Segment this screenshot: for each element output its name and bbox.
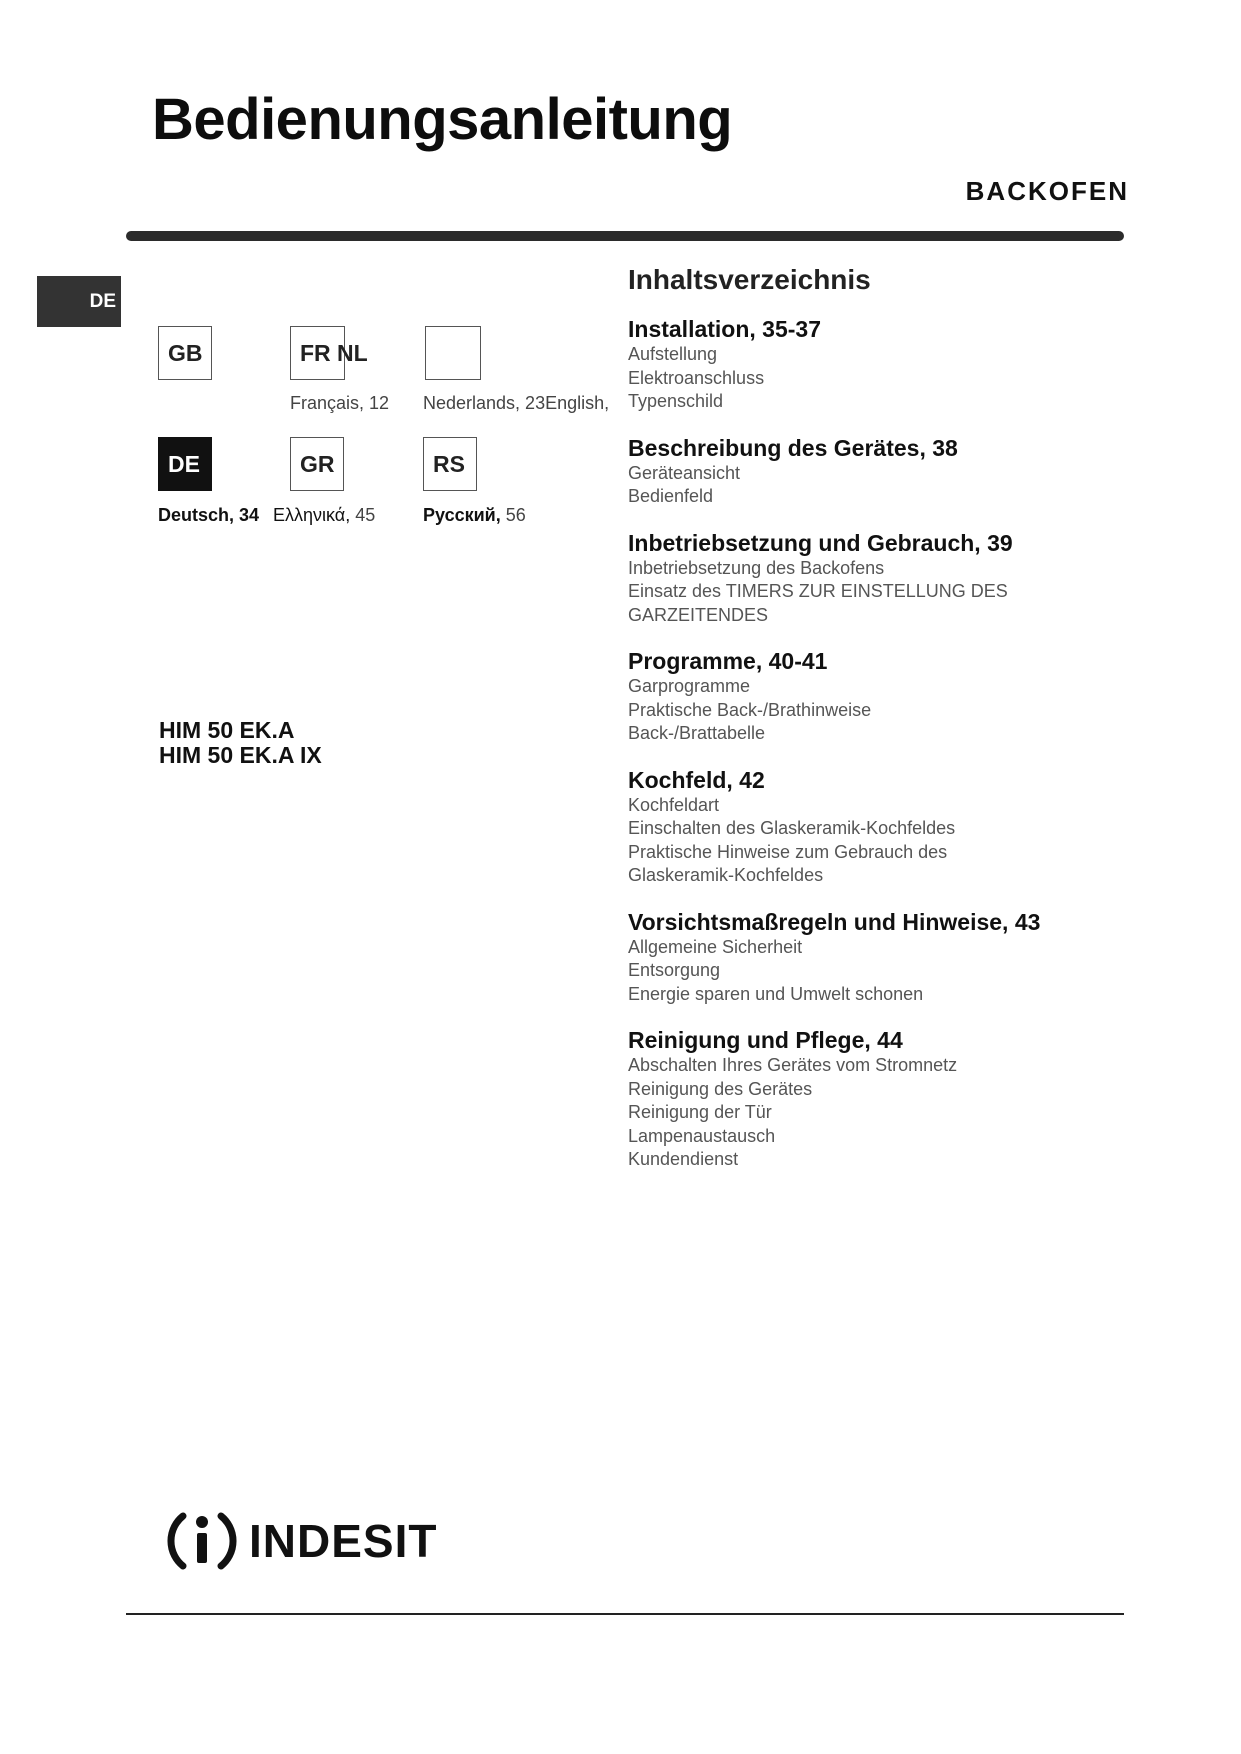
- toc-section-installation[interactable]: [628, 316, 1148, 414]
- header-divider: [126, 231, 1124, 241]
- table-of-contents: [628, 264, 1148, 1193]
- toc-section-title: Reinigung und Pflege, 44: [628, 1027, 903, 1053]
- toc-sub-item: Allgemeine Sicherheit: [628, 936, 803, 957]
- toc-section-cleaning[interactable]: [628, 1027, 1148, 1172]
- toc-sub-item: GARZEITENDES: [628, 604, 769, 625]
- document-title: Bedienungsanleitung: [152, 87, 733, 152]
- toc-sub-item: Typenschild: [628, 391, 724, 411]
- language-code: GR: [300, 450, 335, 477]
- toc-sub-item: Glaskeramik-Kochfeldes: [628, 865, 824, 885]
- toc-sub-item: Kochfeldart: [628, 794, 720, 815]
- brand-logo: [163, 1502, 437, 1580]
- toc-sub-item: Energie sparen und Umwelt schonen: [628, 983, 924, 1004]
- toc-sub-item: Praktische Back-/Brathinweise: [628, 699, 872, 720]
- language-label-de[interactable]: Deutsch, 34: [158, 505, 260, 525]
- toc-section-precautions[interactable]: [628, 909, 1148, 1007]
- toc-sub-item: Einsatz des TIMERS ZUR EINSTELLUNG DES: [628, 581, 1008, 601]
- toc-section-operation[interactable]: [628, 530, 1148, 628]
- language-box-gb[interactable]: [158, 326, 212, 380]
- model-number: HIM 50 EK.A IX: [159, 742, 322, 768]
- language-box-rs[interactable]: [423, 437, 477, 491]
- toc-sub-item: Abschalten Ihres Gerätes vom Stromnetz: [628, 1055, 958, 1075]
- toc-sub-item: Lampenaustausch: [628, 1125, 776, 1146]
- toc-section-title: Inbetriebsetzung und Gebrauch, 39: [628, 529, 1013, 556]
- language-code: RS: [433, 450, 465, 477]
- toc-section-title: Programme, 40-41: [628, 648, 828, 674]
- toc-section-title: Vorsichtsmaßregeln und Hinweise, 43: [628, 908, 1041, 935]
- toc-sub-item: Back-/Brattabelle: [628, 723, 766, 743]
- toc-sub-item: Bedienfeld: [628, 486, 714, 506]
- language-box-fr[interactable]: [290, 326, 368, 380]
- language-side-tab-label: DE: [89, 290, 116, 312]
- toc-section-title: Installation, 35-37: [628, 316, 822, 342]
- model-list: [159, 718, 322, 768]
- indesit-i-logo-icon: [163, 1502, 241, 1580]
- language-label-fr[interactable]: Français, 12: [290, 393, 390, 413]
- toc-sub-item: Praktische Hinweise zum Gebrauch des: [628, 841, 948, 862]
- language-box-de[interactable]: [158, 437, 212, 491]
- toc-sub-item: Einschalten des Glaskeramik-Kochfeldes: [628, 818, 956, 838]
- toc-sub-item: Reinigung der Tür: [628, 1102, 772, 1122]
- toc-section-title: Beschreibung des Gerätes, 38: [628, 434, 958, 461]
- language-box-nl[interactable]: [425, 326, 481, 380]
- language-label-nl-en[interactable]: Nederlands, 23English,: [423, 393, 610, 413]
- language-code: FR NL: [300, 339, 368, 366]
- toc-sub-item: Kundendienst: [628, 1149, 739, 1169]
- toc-sub-item: Inbetriebsetzung des Backofens: [628, 557, 885, 578]
- model-number: HIM 50 EK.A: [159, 717, 295, 743]
- brand-name: INDESIT: [249, 1515, 438, 1567]
- toc-heading: Inhaltsverzeichnis: [628, 264, 871, 295]
- language-box-gr[interactable]: [290, 437, 344, 491]
- toc-sub-item: Aufstellung: [628, 344, 718, 364]
- toc-sub-item: Entsorgung: [628, 960, 721, 980]
- language-label-gr[interactable]: Ελληνικά, 45: [273, 505, 376, 525]
- language-code: GB: [168, 339, 203, 366]
- toc-section-programs[interactable]: [628, 648, 1148, 746]
- toc-sub-item: Elektroanschluss: [628, 367, 765, 388]
- product-category: BACKOFEN: [965, 176, 1129, 206]
- toc-sub-item: Geräteansicht: [628, 462, 741, 483]
- language-code: DE: [168, 450, 200, 477]
- toc-section-title: Kochfeld, 42: [628, 766, 765, 793]
- language-label-rs[interactable]: Русский, 56: [423, 505, 526, 525]
- toc-section-hob[interactable]: [628, 767, 1148, 888]
- toc-section-description[interactable]: [628, 435, 1148, 509]
- language-side-tab: [37, 276, 121, 327]
- footer-divider: [126, 1613, 1124, 1615]
- toc-sub-item: Garprogramme: [628, 676, 751, 696]
- toc-sub-item: Reinigung des Gerätes: [628, 1078, 813, 1099]
